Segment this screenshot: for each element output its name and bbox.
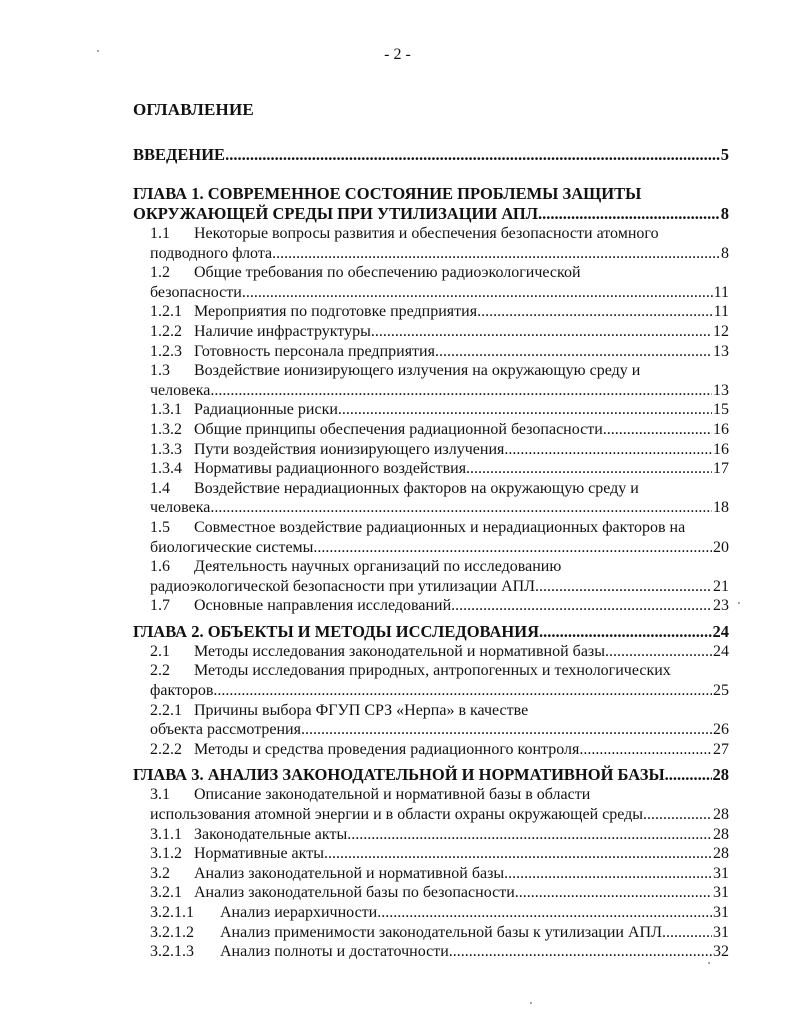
toc-entry-title: подводного флота <box>150 244 273 262</box>
toc-entry-page: 25 <box>713 682 729 700</box>
toc-entry-page: 24 <box>713 642 729 660</box>
toc-entry-2-2-2 <box>133 740 729 760</box>
toc-entry-title: радиоэкологической безопасности при утилизации АПЛ <box>150 577 536 595</box>
toc-entry-title: Анализ иерархичности <box>220 904 378 921</box>
toc-entry-number: 2.2.1 <box>150 701 182 719</box>
toc-entry-page: 15 <box>713 401 729 419</box>
toc-entry-3-1-2 <box>133 844 729 864</box>
toc-entry-title: Воздействие нерадиационных факторов на окружающую среду и <box>194 479 639 497</box>
toc-entry-1-3-2 <box>133 420 729 440</box>
toc-entry-1-3-1 <box>133 400 729 420</box>
toc-entry-1-6 <box>133 557 729 577</box>
toc-entry-number: 1.3.1 <box>150 401 182 419</box>
toc-entry-page: 28 <box>713 825 729 843</box>
toc-entry-3-2-1-2 <box>133 923 729 943</box>
toc-entry-page: 24 <box>712 621 729 641</box>
toc-entry-page: 11 <box>713 283 729 301</box>
toc-entry-title: Некоторые вопросы развития и обеспечения безопасности атомного <box>194 225 659 242</box>
toc-entry-2-1 <box>133 642 729 662</box>
toc-entry-number: 3.1.1 <box>150 825 182 843</box>
toc-entry-title: ВВЕДЕНИЕ <box>133 145 226 164</box>
toc-entry-page: 26 <box>713 721 729 739</box>
toc-entry-title: Радиационные риски <box>194 401 338 419</box>
toc-entry-number: 1.3.4 <box>150 460 182 478</box>
toc-entry-number: 1.3 <box>150 362 170 380</box>
toc-entry-number: 3.1 <box>150 786 170 804</box>
toc-entry-number: 2.2.2 <box>150 740 182 758</box>
toc-entry-page: 28 <box>713 806 729 824</box>
toc-entry-1-2 <box>133 263 729 283</box>
toc-entry-page: 13 <box>713 342 729 360</box>
toc-entry-1-1-cont <box>133 244 729 264</box>
toc-entry-page: 31 <box>713 884 729 902</box>
toc-entry-number: 1.5 <box>150 518 170 536</box>
toc-entry-title: ГЛАВА 3. АНАЛИЗ ЗАКОНОДАТЕЛЬНОЙ И НОРМАТИВНОЙ БАЗЫ <box>133 765 665 785</box>
toc-entry-1-2-3 <box>133 342 729 362</box>
toc-entry-3-2-1 <box>133 883 729 903</box>
toc-entry-number: 3.2.1.3 <box>150 943 194 961</box>
toc-entry-title: Описание законодательной и нормативной базы в области <box>194 786 591 804</box>
toc-entry-3-1 <box>133 785 729 805</box>
toc-entry-number: 1.2.2 <box>150 322 182 340</box>
scan-speck <box>708 962 710 964</box>
toc-entry-page: 23 <box>713 597 729 615</box>
toc-entry-title: Деятельность научных организаций по исследованию <box>194 558 562 576</box>
chapter-3-title <box>133 765 729 785</box>
toc-entry-1-5 <box>133 518 729 538</box>
toc-entry-page: 20 <box>713 538 729 556</box>
table-of-contents <box>133 145 729 962</box>
toc-entry-page: 18 <box>713 499 729 517</box>
toc-entry-title: Воздействие ионизирующего излучения на окружающую среду и <box>194 362 641 380</box>
toc-entry-1-3 <box>133 361 729 381</box>
toc-entry-page: 28 <box>712 765 729 785</box>
toc-entry-page: 21 <box>713 577 729 595</box>
toc-entry-1-2-1 <box>133 302 729 322</box>
toc-entry-page: 32 <box>713 943 729 961</box>
toc-entry-title: Нормативы радиационного воздействия <box>194 460 467 478</box>
toc-entry-1-1 <box>133 224 729 244</box>
toc-entry-number: 1.4 <box>150 479 170 497</box>
toc-entry-title: Законодательные акты <box>194 825 348 843</box>
toc-entry-page: 31 <box>713 904 729 921</box>
toc-entry-page: 16 <box>713 440 729 458</box>
toc-entry-number: 3.2 <box>150 864 170 882</box>
toc-entry-3-2-1-3 <box>133 942 729 962</box>
toc-entry-title: биологические системы <box>150 538 314 556</box>
toc-entry-title: ОКРУЖАЮЩЕЙ СРЕДЫ ПРИ УТИЛИЗАЦИИ АПЛ <box>133 204 538 223</box>
scan-speck <box>530 1002 532 1004</box>
toc-entry-2-2-cont <box>133 681 729 701</box>
toc-entry-title: Причины выбора ФГУП СРЗ «Нерпа» в качестве <box>194 701 529 719</box>
toc-entry-title: Совместное воздействие радиационных и нерадиационных факторов на <box>194 518 686 536</box>
toc-entry-title: объекта рассмотрения <box>150 721 301 739</box>
toc-entry-number: 1.1 <box>150 225 170 242</box>
chapter-1-title-line1: ГЛАВА 1. СОВРЕМЕННОЕ СОСТОЯНИЕ ПРОБЛЕМЫ ЗАЩИТЫ <box>133 184 642 203</box>
toc-entry-1-7 <box>133 596 729 616</box>
toc-entry-1-2-2 <box>133 322 729 342</box>
toc-entry-title: человека <box>150 499 211 517</box>
toc-entry-1-3-3 <box>133 440 729 460</box>
toc-entry-number: 3.2.1 <box>150 884 182 902</box>
toc-entry-title: Анализ законодательной базы по безопасности <box>194 884 515 902</box>
toc-entry-number: 2.1 <box>150 642 170 660</box>
toc-entry-1-6-cont <box>133 577 729 597</box>
toc-entry-2-2-1-cont <box>133 720 729 740</box>
toc-entry-title: Готовность персонала предприятия <box>194 342 435 360</box>
toc-entry-title: Нормативные акты <box>194 845 324 863</box>
toc-entry-title: Общие принципы обеспечения радиационной безопасности <box>194 420 603 438</box>
toc-entry-title: использования атомной энергии и в области охраны окружающей среды <box>150 806 644 824</box>
toc-entry-2-2 <box>133 661 729 681</box>
toc-entry-title: ГЛАВА 2. ОБЪЕКТЫ И МЕТОДЫ ИССЛЕДОВАНИЯ <box>133 621 539 641</box>
toc-entry-page: 8 <box>721 244 729 262</box>
toc-entry-page: 5 <box>720 145 729 164</box>
toc-entry-title: Методы исследования законодательной и нормативной базы <box>194 642 605 660</box>
toc-entry-page: 16 <box>713 420 729 438</box>
page-number: - 2 - <box>384 46 411 63</box>
toc-entry-title: Основные направления исследований <box>194 597 452 615</box>
toc-entry-1-3-4 <box>133 459 729 479</box>
toc-entry-number: 1.2 <box>150 264 170 282</box>
toc-entry-number: 3.2.1.1 <box>150 904 194 921</box>
scan-speck <box>97 50 99 52</box>
toc-entry-page: 31 <box>713 923 729 941</box>
toc-entry-number: 1.3.3 <box>150 440 182 458</box>
toc-entry-1-5-cont <box>133 538 729 558</box>
toc-entry-title: Пути воздействия ионизирующего излучения <box>194 440 505 458</box>
toc-entry-page: 17 <box>713 460 729 478</box>
toc-entry-title: Анализ применимости законодательной базы к утилизации АПЛ <box>220 923 662 941</box>
toc-entry-number: 2.2 <box>150 662 170 680</box>
toc-entry-intro <box>133 145 729 165</box>
toc-entry-3-1-cont <box>133 805 729 825</box>
toc-entry-1-4-cont <box>133 498 729 518</box>
toc-entry-page: 8 <box>720 204 729 223</box>
toc-entry-3-1-1 <box>133 825 729 845</box>
toc-entry-number: 1.2.3 <box>150 342 182 360</box>
toc-entry-1-3-cont <box>133 381 729 401</box>
toc-heading: ОГЛАВЛЕНИЕ <box>133 100 254 119</box>
toc-entry-title: человека <box>150 381 211 399</box>
toc-entry-title: безопасности <box>150 283 242 301</box>
toc-entry-page: 28 <box>713 845 729 863</box>
toc-entry-page: 11 <box>713 303 729 321</box>
toc-entry-number: 1.7 <box>150 597 170 615</box>
toc-entry-title: Анализ полноты и достаточности <box>220 943 449 961</box>
toc-entry-title: Методы и средства проведения радиационного контроля <box>194 740 580 758</box>
toc-entry-title: Наличие инфраструктуры <box>194 322 371 340</box>
toc-entry-1-2-cont <box>133 283 729 303</box>
toc-entry-page: 31 <box>713 864 729 882</box>
toc-entry-page: 13 <box>713 381 729 399</box>
chapter-2-title <box>133 622 729 642</box>
toc-entry-title: Общие требования по обеспечению радиоэкологической <box>194 264 581 282</box>
toc-entry-title: факторов <box>150 682 214 700</box>
toc-entry-page: 27 <box>713 740 729 758</box>
chapter-1-title-line2 <box>133 204 729 224</box>
toc-entry-page: 12 <box>713 322 729 340</box>
toc-entry-title: Методы исследования природных, антропогенных и технологических <box>194 662 671 680</box>
toc-entry-number: 3.2.1.2 <box>150 923 194 941</box>
toc-entry-title: Анализ законодательной и нормативной базы <box>194 864 505 882</box>
toc-entry-2-2-1 <box>133 701 729 721</box>
toc-entry-3-2 <box>133 864 729 884</box>
toc-entry-number: 1.3.2 <box>150 420 182 438</box>
toc-entry-number: 1.2.1 <box>150 303 182 321</box>
toc-entry-number: 3.1.2 <box>150 845 182 863</box>
toc-entry-1-4 <box>133 479 729 499</box>
toc-entry-3-2-1-1 <box>133 903 729 923</box>
toc-entry-number: 1.6 <box>150 558 170 576</box>
scan-speck <box>738 602 740 604</box>
toc-entry-title: Мероприятия по подготовке предприятия <box>194 303 478 321</box>
